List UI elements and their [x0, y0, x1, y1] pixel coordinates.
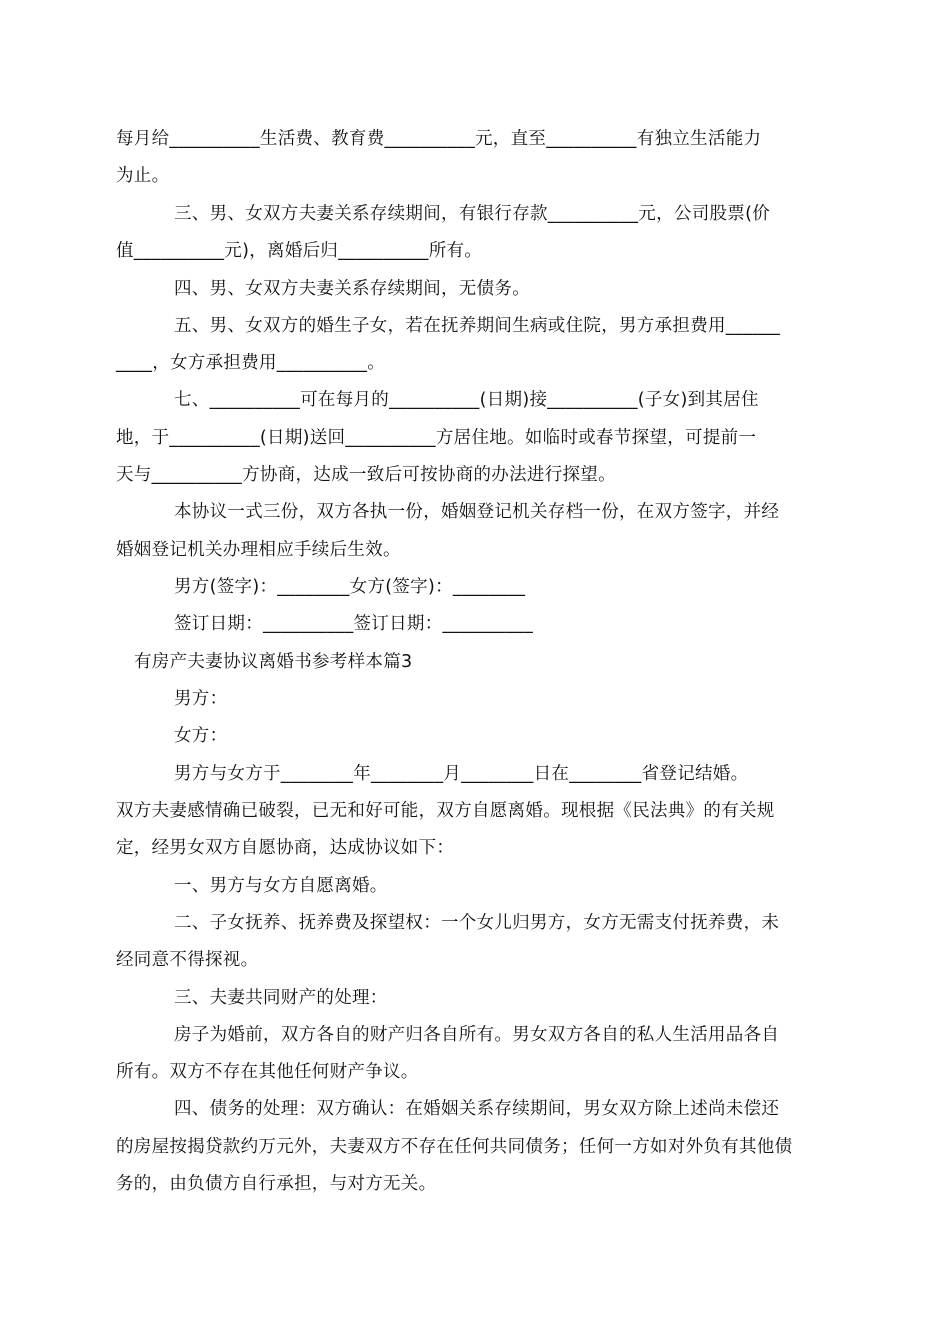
text-line: 为止。 — [116, 166, 170, 186]
text-line: 四、债务的处理：双方确认：在婚姻关系存续期间，男女双方除上述尚未偿还 — [174, 1099, 780, 1119]
text-line: 本协议一式三份，双方各执一份，婚姻登记机关存档一份，在双方签字，并经 — [174, 502, 780, 522]
text-line: 男方： — [174, 689, 228, 709]
text-line: 房子为婚前，双方各自的财产归各自所有。男女双方各自的私人生活用品各自 — [174, 1025, 780, 1045]
text-line: 二、子女抚养、抚养费及探望权：一个女儿归男方，女方无需支付抚养费，未 — [174, 913, 780, 933]
text-line: 女方： — [174, 726, 228, 746]
text-line: ____，女方承担费用__________。 — [116, 353, 386, 373]
text-line: 五、男、女双方的婚生子女，若在抚养期间生病或住院，男方承担费用______ — [174, 316, 781, 336]
text-line: 一、男方与女方自愿离婚。 — [174, 876, 388, 896]
date-line: 签订日期：__________签订日期：__________ — [174, 614, 533, 634]
section-heading: 有房产夫妻协议离婚书参考样本篇3 — [134, 652, 413, 672]
signature-line: 男方(签字)：________女方(签字)：________ — [174, 577, 526, 597]
text-line: 天与__________方协商，达成一致后可按协商的办法进行探望。 — [116, 465, 616, 485]
text-line: 经同意不得探视。 — [116, 950, 259, 970]
text-line: 七、__________可在每月的__________(日期)接__________(子女)到其居住 — [174, 390, 759, 410]
text-line: 定，经男女双方自愿协商，达成协议如下： — [116, 838, 455, 858]
text-line: 所有。双方不存在其他任何财产争议。 — [116, 1062, 419, 1082]
text-line: 三、男、女双方夫妻关系存续期间，有银行存款__________元，公司股票(价 — [174, 204, 771, 224]
text-line: 地，于__________(日期)送回__________方居住地。如临时或春节探望，可提前一 — [116, 428, 757, 448]
text-line: 三、夫妻共同财产的处理： — [174, 988, 388, 1008]
text-line: 每月给__________生活费、教育费__________元，直至__________有独立生活能力 — [116, 129, 762, 149]
text-line: 务的，由负债方自行承担，与对方无关。 — [116, 1174, 437, 1194]
text-line: 男方与女方于________年________月________日在________省登记结婚。 — [174, 764, 749, 784]
text-line: 双方夫妻感情确已破裂，已无和好可能，双方自愿离婚。现根据《民法典》的有关规 — [116, 801, 775, 821]
text-line: 四、男、女双方夫妻关系存续期间，无债务。 — [174, 279, 530, 299]
text-line: 的房屋按揭贷款约万元外，夫妻双方不存在任何共同债务；任何一方如对外负有其他债 — [116, 1137, 793, 1157]
text-line: 值__________元)，离婚后归__________所有。 — [116, 241, 483, 261]
text-line: 婚姻登记机关办理相应手续后生效。 — [116, 540, 401, 560]
